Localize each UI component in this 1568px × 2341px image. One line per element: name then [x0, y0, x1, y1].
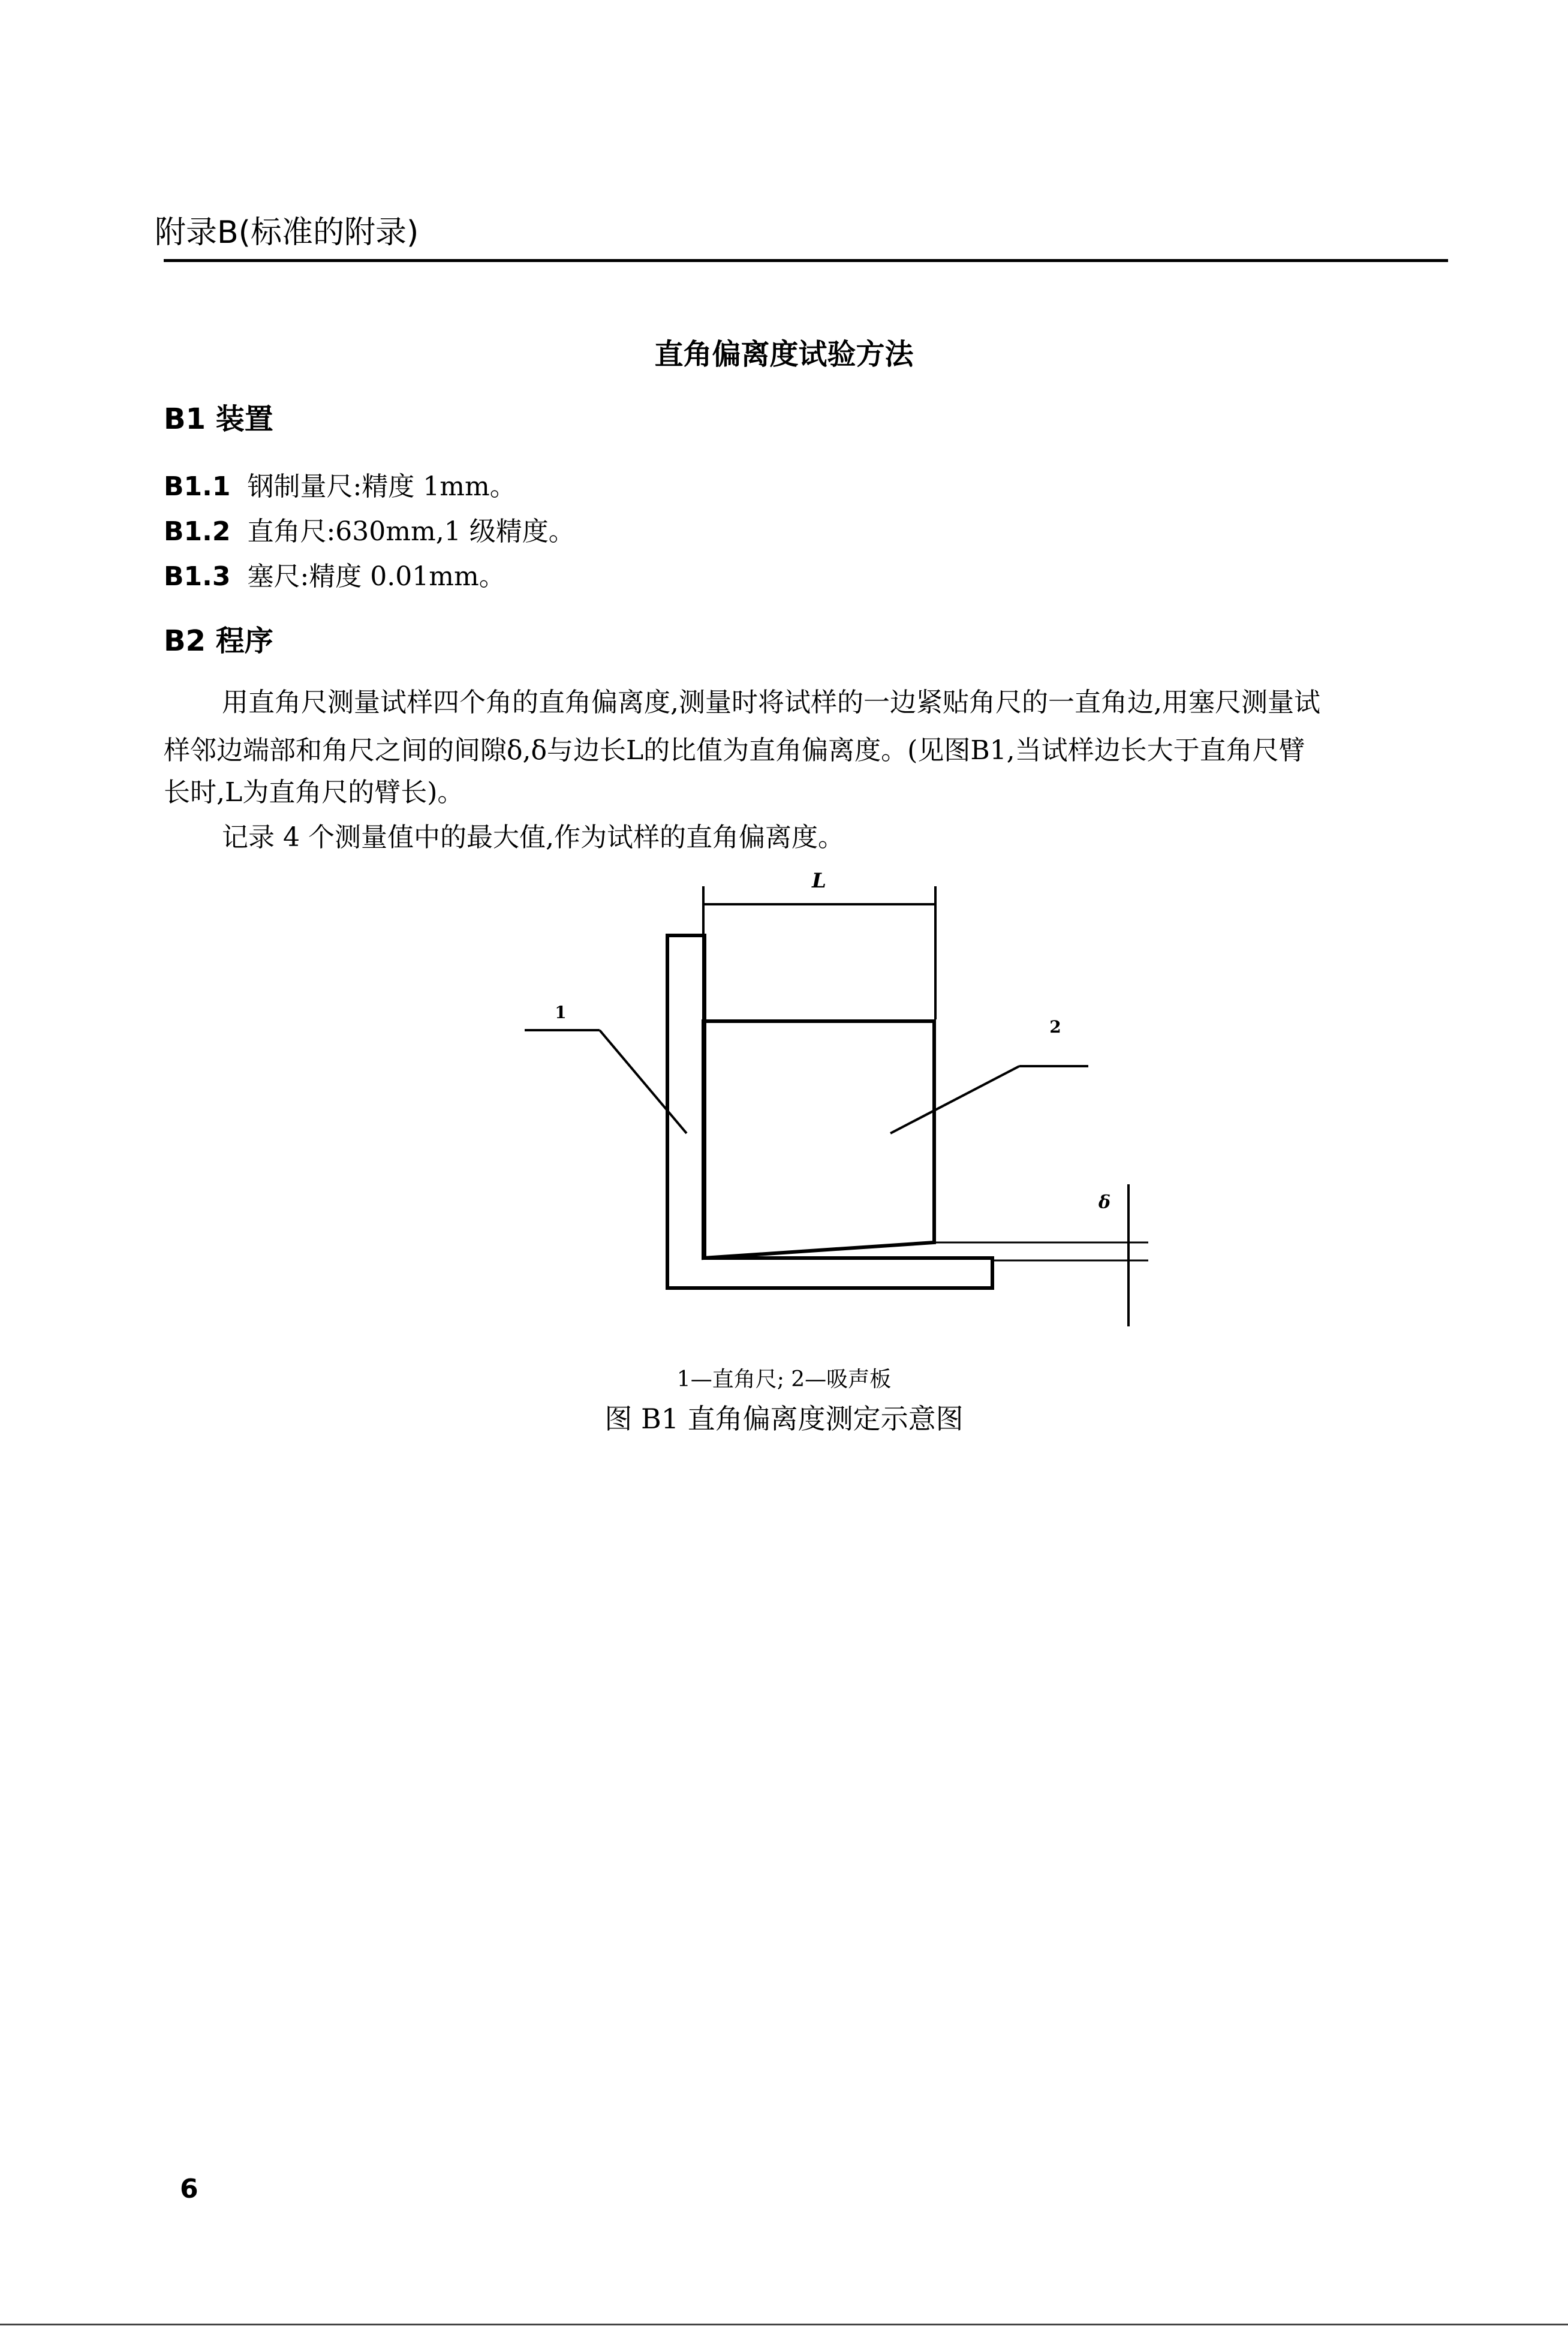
label-delta: δ — [1098, 1192, 1111, 1213]
figure-legend: 1—直角尺; 2—吸声板 — [676, 1367, 892, 1392]
label-L: L — [812, 869, 826, 893]
leader-line-2-diagonal — [890, 1066, 1019, 1133]
item-number: B1.3 — [164, 561, 231, 592]
item-number: B1.2 — [164, 516, 231, 547]
page-number: 6 — [180, 2174, 198, 2204]
sound-absorbing-panel — [703, 1021, 934, 1258]
right-angle-square — [667, 935, 992, 1288]
paragraph-line: 长时,L为直角尺的臂长)。 — [164, 777, 464, 808]
figure-caption: 图 B1 直角偏离度测定示意图 — [604, 1403, 964, 1435]
label-1: 1 — [555, 1003, 567, 1022]
item-number: B1.1 — [164, 471, 231, 502]
appendix-header: 附录B(标准的附录) — [155, 215, 419, 251]
page-title: 直角偏离度试验方法 — [654, 338, 914, 371]
label-2: 2 — [1049, 1017, 1061, 1037]
paragraph-line: 用直角尺测量试样四个角的直角偏离度,测量时将试样的一边紧贴角尺的一直角边,用塞尺测量试 — [222, 687, 1320, 718]
section-b1-heading: B1 装置 — [164, 402, 273, 436]
paragraph-line: 记录 4 个测量值中的最大值,作为试样的直角偏离度。 — [222, 822, 844, 853]
item-text: 塞尺:精度 0.01mm。 — [247, 561, 505, 592]
leader-line-1-diagonal — [600, 1030, 687, 1133]
bottom-edge-rule — [0, 2324, 1568, 2325]
section-b2-heading: B2 程序 — [164, 624, 273, 658]
item-text: 钢制量尺:精度 1mm。 — [247, 471, 516, 502]
paragraph-line: 样邻边端部和角尺之间的间隙δ,δ与边长L的比值为直角偏离度。(见图B1,当试样边长大于直角尺臂 — [164, 735, 1305, 766]
item-text: 直角尺:630mm,1 级精度。 — [247, 516, 575, 547]
